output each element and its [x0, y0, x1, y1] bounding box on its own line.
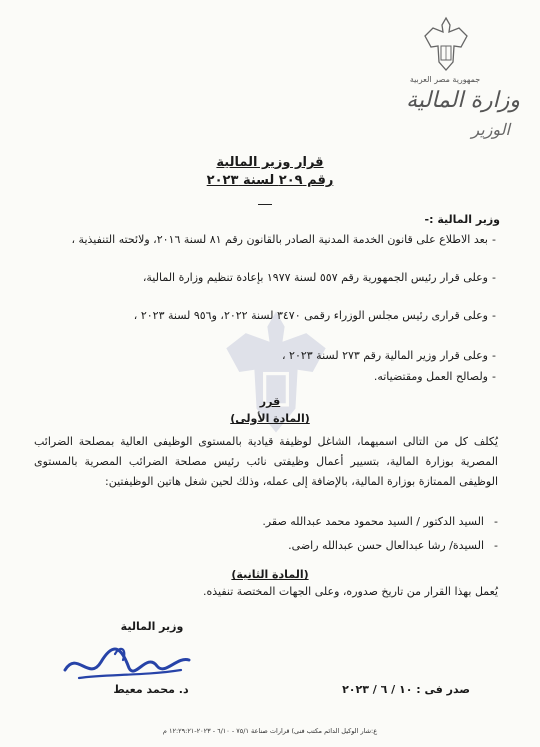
article-1-text: يُكلف كل من التالى اسميهما، الشاغل لوظيفة قيادية بالمستوى الوظيفى العالية بمصلحة الضرائب المصرية بوزارة المالية، بتسيير أعمال وظيفتى نائب رئيس مصلحة الضرائب المصرية بالمستوى الوظيفى الممتازة بوزارة المالية، بالإضافة إلى عمله، وذلك لحين شغل هاتين الوظيفتين:	[34, 435, 498, 488]
preamble-item-text: وعلى قرارى رئيس مجلس الوزراء رقمى ٣٤٧٠ لسنة ٢٠٢٢، و٩٥٦ لسنة ٢٠٢٣ ،	[133, 309, 488, 322]
bullet-dash: -	[492, 271, 496, 284]
article-2-text: يُعمل بهذا القرار من تاريخ صدوره، وعلى الجهات المختصة تنفيذه.	[203, 585, 498, 598]
preamble-item	[30, 306, 500, 326]
bullet-dash: -	[494, 515, 498, 528]
assignee-name-text: السيدة/ رشا عبدالعال حسن عبدالله راضى.	[288, 539, 484, 552]
decree-number: رقم ٢٠٩ لسنة ٢٠٢٣	[206, 173, 334, 188]
decided-heading: قرر	[259, 395, 281, 408]
preamble-item	[30, 346, 500, 366]
preamble-item	[30, 230, 500, 250]
assignee-name-text: السيد الدكتور / السيد محمود محمد عبدالله صقر.	[262, 515, 484, 528]
bullet-dash: -	[492, 233, 496, 246]
title-divider	[258, 204, 272, 205]
preamble-item-text: وعلى قرار رئيس الجمهورية رقم ٥٥٧ لسنة ١٩٧٧ بإعادة تنظيم وزارة المالية،	[142, 271, 488, 284]
article-2-heading: (المادة الثانية)	[231, 568, 309, 581]
bullet-dash: -	[494, 539, 498, 552]
bullet-dash: -	[492, 309, 496, 322]
preamble-item-text: بعد الاطلاع على قانون الخدمة المدنية الصادر بالقانون رقم ٨١ لسنة ٢٠١٦، ولائحته التنفيذية ،	[71, 233, 488, 246]
signatory-title: وزير المالية	[120, 620, 184, 633]
handwritten-signature	[55, 640, 195, 688]
preamble-item	[30, 367, 500, 387]
preamble-intro: وزير المالية :-	[424, 213, 500, 226]
decree-title: قرار وزير المالية	[216, 155, 324, 170]
eagle-emblem-icon	[423, 14, 469, 74]
bullet-dash: -	[492, 370, 496, 383]
minister-office-label: الوزير	[471, 120, 510, 139]
issue-date: صدر فى : ١٠ / ٦ / ٢٠٢٣	[342, 683, 470, 696]
ministry-name: وزارة المالية	[406, 88, 520, 113]
document-footer-reference: ع:شار الوكيل الدائم مكتب فنى) قرارات صناعة ٧٥/١ - ٦/١٠ - ٢٠٢٣-١٢:٢٩:٢١ م	[162, 727, 378, 735]
assignee-name	[38, 536, 498, 556]
assignee-name	[38, 512, 498, 532]
preamble-item	[30, 268, 500, 288]
preamble-item-text: ولصالح العمل ومقتضياته.	[373, 370, 488, 383]
preamble-item-text: وعلى قرار وزير المالية رقم ٢٧٣ لسنة ٢٠٢٣ ،	[282, 349, 488, 362]
signatory-name: د. محمد معيط	[113, 683, 189, 696]
republic-label: جمهورية مصر العربية	[409, 75, 481, 84]
bullet-dash: -	[492, 349, 496, 362]
article-1-heading: (المادة الأولى)	[230, 412, 310, 425]
